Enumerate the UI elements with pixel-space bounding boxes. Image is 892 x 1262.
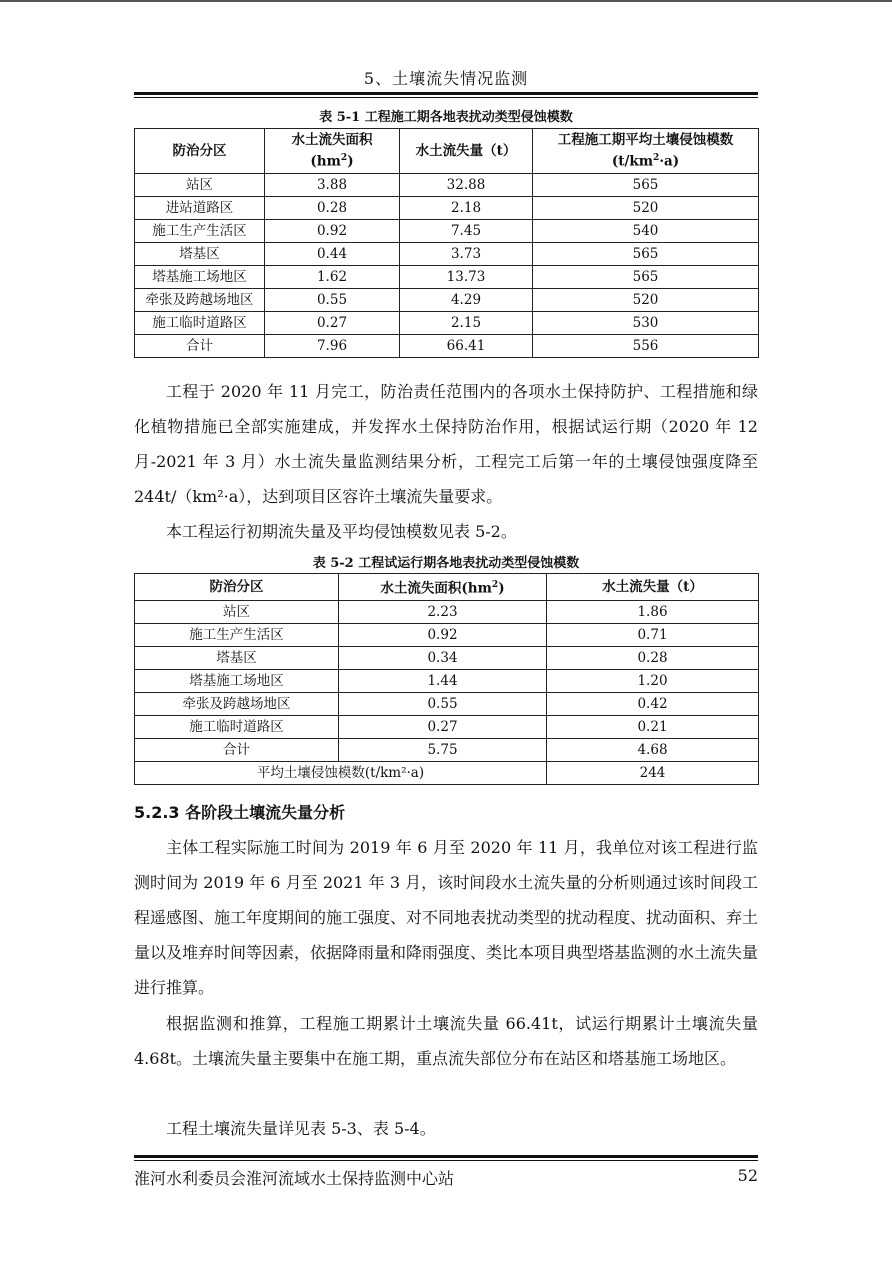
table-cell: 565 [533,174,759,197]
table-row [135,600,759,623]
summary-row [135,761,759,784]
paragraph-analysis-method: 主体工程实际施工时间为 2019 年 6 月至 2020 年 11 月，我单位对该工程进行监测时间为 2019 年 6 月至 2021 年 3 月，该时间段水土流失量的分析则通过该时间段工程遥感图、施工年度期间的施工强度、对不同地表扰动类型的扰动程度、扰动面积、弃土量以及堆弃时间等因素，依据降雨量和降雨强度、类比本项目典型塔基监测的水土流失量进行推算。 [134,838,759,997]
table-cell: 牵张及跨越场地区 [135,289,265,312]
table-cell: 合计 [135,738,339,761]
header-rule [134,92,758,95]
table-cell: 2.15 [400,312,533,335]
table-cell: 1.86 [547,600,759,623]
table-row [135,243,759,266]
table-cell: 66.41 [400,335,533,358]
paragraph-reference: 工程土壤流失量详见表 5-3、表 5-4。 [166,1119,436,1138]
table-cell: 0.27 [339,715,547,738]
table-cell: 塔基区 [135,243,265,266]
table-cell: 530 [533,312,759,335]
table-cell: 7.45 [400,220,533,243]
table-cell: 2.23 [339,600,547,623]
header-area: 水土流失面积 $(hm^2)$ [265,129,400,174]
table-cell: 7.96 [265,335,400,358]
table-cell: 4.29 [400,289,533,312]
table-cell: 1.62 [265,266,400,289]
table-row [135,669,759,692]
table-cell: 0.27 [265,312,400,335]
table-row [135,266,759,289]
table2-caption: 表 5-2 工程试运行期各地表扰动类型侵蚀模数 [312,556,580,571]
table-cell: 0.34 [339,646,547,669]
header-loss: 水土流失量（t） [547,574,759,601]
table-header-row [135,574,759,601]
table-row [135,312,759,335]
top-border [0,0,892,2]
table-cell: 0.42 [547,692,759,715]
page-header-title: 5、土壤流失情况监测 [363,69,529,88]
table-cell: 1.20 [547,669,759,692]
page-number: 52 [737,1166,758,1185]
paragraph-table2-intro: 本工程运行初期流失量及平均侵蚀模数见表 5-2。 [166,522,517,541]
trial-operation-erosion-table [134,573,759,785]
table-cell: 3.73 [400,243,533,266]
header-rule-thin [134,97,758,98]
table-cell: 520 [533,289,759,312]
table-row [135,692,759,715]
table-cell: 0.44 [265,243,400,266]
table-cell: 塔基区 [135,646,339,669]
footer-rule-thin [134,1160,758,1161]
table-cell: 4.68 [547,738,759,761]
table-cell: 0.21 [547,715,759,738]
table-cell: 牵张及跨越场地区 [135,692,339,715]
table-cell: 合计 [135,335,265,358]
table-cell: 进站道路区 [135,197,265,220]
table-cell: 520 [533,197,759,220]
table-row [135,197,759,220]
table-cell: 站区 [135,600,339,623]
table-cell: 0.92 [265,220,400,243]
table-cell: 0.55 [265,289,400,312]
table-row [135,220,759,243]
table-row [135,623,759,646]
table-cell: 540 [533,220,759,243]
table-row [135,174,759,197]
header-zone: 防治分区 [135,574,339,601]
table-cell: 施工生产生活区 [135,623,339,646]
header-modulus: 工程施工期平均土壤侵蚀模数 $(t/km^2\cdot a)$ [533,129,759,174]
table-cell: 32.88 [400,174,533,197]
table-row [135,646,759,669]
summary-label: 平均土壤侵蚀模数(t/km²·a) [135,761,547,784]
header-loss: 水土流失量（t） [400,129,533,174]
table-cell: 0.71 [547,623,759,646]
table-row [135,738,759,761]
table-cell: 565 [533,243,759,266]
header-area: 水土流失面积$(hm^2)$ [339,574,547,601]
footer-organization: 淮河水利委员会淮河流域水土保持监测中心站 [134,1169,455,1188]
paragraph-results: 根据监测和推算，工程施工期累计土壤流失量 66.41t，试运行期累计土壤流失量 4.68t。土壤流失量主要集中在施工期，重点流失部位分布在站区和塔基施工场地区。 [134,1014,758,1068]
section-heading: 5.2.3 各阶段土壤流失量分析 [134,803,346,822]
table-cell: 站区 [135,174,265,197]
construction-erosion-table [134,128,759,358]
table-cell: 0.92 [339,623,547,646]
table-cell: 0.28 [547,646,759,669]
summary-value: 244 [547,761,759,784]
table-cell: 施工临时道路区 [135,312,265,335]
header-zone: 防治分区 [135,129,265,174]
footer-rule [134,1155,758,1158]
table-cell: 0.28 [265,197,400,220]
table-cell: 556 [533,335,759,358]
table-row [135,335,759,358]
table-cell: 0.55 [339,692,547,715]
table-cell: 13.73 [400,266,533,289]
table-cell: 施工临时道路区 [135,715,339,738]
table-cell: 施工生产生活区 [135,220,265,243]
paragraph-completion: 工程于 2020 年 11 月完工，防治责任范围内的各项水土保持防护、工程措施和绿化植物措施已全部实施建成，并发挥水土保持防治作用，根据试运行期（2020 年 12 月-2021 年 3 月）水土流失量监测结果分析，工程完工后第一年的土壤侵蚀强度降至 244t/（km²·a），达到项目区容许土壤流失量要求。 [134,382,758,506]
table-row [135,715,759,738]
table-cell: 2.18 [400,197,533,220]
table-cell: 塔基施工场地区 [135,669,339,692]
table1-caption: 表 5-1 工程施工期各地表扰动类型侵蚀模数 [319,110,573,125]
table-cell: 塔基施工场地区 [135,266,265,289]
table-cell: 3.88 [265,174,400,197]
table-cell: 5.75 [339,738,547,761]
table-cell: 1.44 [339,669,547,692]
table-cell: 565 [533,266,759,289]
table-row [135,289,759,312]
table-header-row [135,129,759,174]
